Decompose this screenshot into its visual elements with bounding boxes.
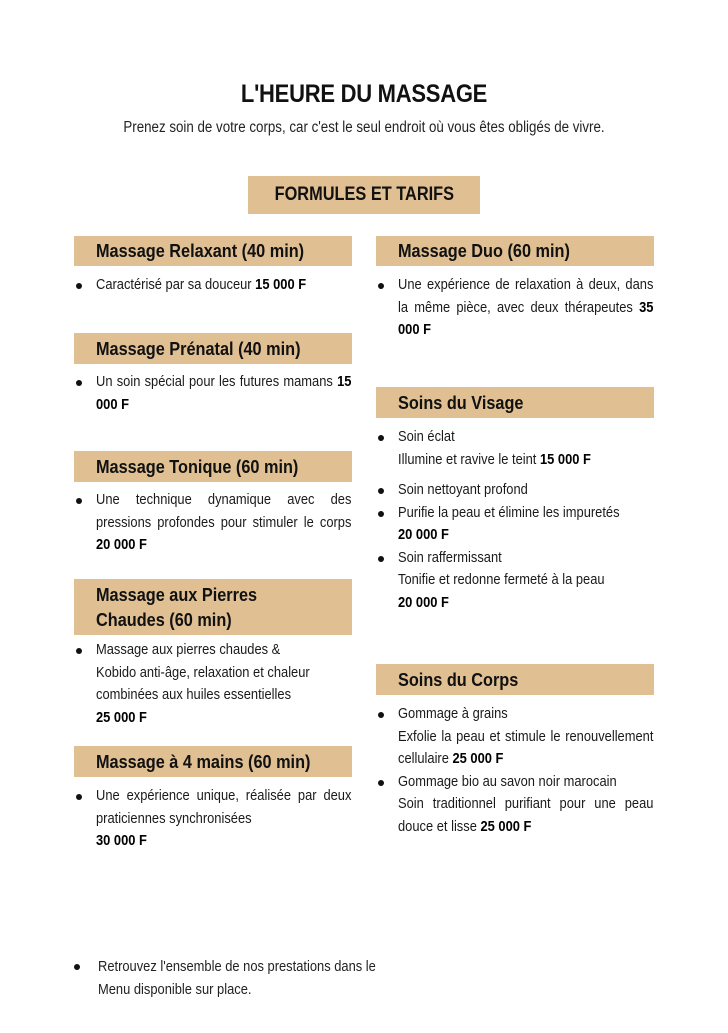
list-item	[378, 479, 654, 502]
section-title: Massage Relaxant (40 min)	[96, 240, 305, 261]
list-item	[378, 502, 654, 547]
item-price: 25 000 F	[480, 817, 532, 835]
bullet-icon	[76, 498, 82, 504]
section-title: Soins du Corps	[398, 668, 519, 690]
item-price: 15 000 F	[539, 450, 591, 468]
item-name: Soin raffermissant	[398, 548, 502, 566]
item-description: Purifie la peau et élimine les impuretés	[398, 503, 620, 521]
section-header-4-mains	[74, 746, 352, 777]
item-price: 20 000 F	[96, 536, 147, 553]
section-label-formules	[248, 176, 480, 214]
section-body-relaxant	[76, 274, 352, 297]
list-item	[76, 785, 352, 853]
bullet-icon	[74, 964, 80, 970]
item-description: Exfolie la peau et stimule le renouvellement cellulaire	[398, 727, 654, 767]
bullet-icon	[378, 511, 384, 517]
section-title: Massage à 4 mains (60 min)	[96, 750, 311, 772]
section-header-relaxant	[74, 236, 352, 266]
list-item	[378, 274, 654, 342]
item-price: 25 000 F	[452, 750, 504, 767]
section-body-corps	[378, 703, 654, 838]
section-header-tonique	[74, 451, 352, 482]
section-body-prenatal	[76, 371, 352, 416]
section-header-pierres-chaudes	[74, 579, 352, 635]
page-title: L'HEURE DU MASSAGE	[240, 80, 488, 108]
item-name: Gommage à grains	[398, 705, 508, 722]
section-body-tonique	[76, 489, 352, 557]
list-item	[378, 426, 654, 471]
item-description: Massage aux pierres chaudes & Kobido anti-âge, relaxation et chaleur combinées aux huiles essentielles	[96, 641, 310, 703]
section-header-corps	[376, 664, 654, 695]
section-body-pierres-chaudes	[76, 639, 352, 729]
section-header-visage	[376, 387, 654, 418]
bullet-icon	[378, 435, 384, 441]
item-description: Soin traditionnel purifiant pour une peau douce et lisse	[398, 795, 654, 835]
item-description: Illumine et ravive le teint	[398, 450, 540, 468]
page-subtitle: Prenez soin de votre corps, car c'est le seul endroit où vous êtes obligés de vivre.	[123, 119, 605, 136]
bullet-icon	[76, 380, 82, 386]
section-title: Massage Duo (60 min)	[398, 240, 570, 261]
list-item	[378, 771, 654, 839]
bullet-icon	[378, 712, 384, 718]
list-item	[76, 489, 352, 557]
item-price: 35 000 F	[398, 298, 654, 338]
item-description: Une expérience unique, réalisée par deux praticiennes synchronisées	[96, 787, 352, 827]
item-name: Soin nettoyant profond	[398, 481, 528, 498]
item-description: Tonifie et redonne fermeté à la peau	[398, 571, 605, 588]
section-header-prenatal	[74, 333, 352, 364]
footer-note-text: Retrouvez l'ensemble de nos prestations dans le Menu disponible sur place.	[98, 958, 376, 998]
section-label-text: FORMULES ET TARIFS	[274, 184, 454, 205]
item-price: 20 000 F	[398, 593, 449, 611]
section-title: Massage aux Pierres Chaudes (60 min)	[96, 584, 258, 630]
list-item	[74, 955, 394, 1001]
list-item	[76, 639, 352, 729]
bullet-icon	[378, 283, 384, 289]
item-price: 15 000 F	[255, 276, 307, 293]
section-body-visage	[378, 426, 654, 614]
section-title: Massage Prénatal (40 min)	[96, 337, 301, 359]
list-item	[76, 274, 352, 297]
section-title: Soins du Visage	[398, 391, 524, 413]
item-price: 30 000 F	[96, 832, 147, 849]
list-item	[378, 703, 654, 771]
list-item	[378, 547, 654, 615]
item-description: Une expérience de relaxation à deux, dans la même pièce, avec deux thérapeutes	[398, 276, 654, 316]
item-description: Caractérisé par sa douceur	[96, 276, 256, 293]
bullet-icon	[378, 556, 384, 562]
item-price: 25 000 F	[96, 708, 147, 726]
bullet-icon	[76, 648, 82, 654]
bullet-icon	[378, 488, 384, 494]
bullet-icon	[378, 780, 384, 786]
item-description: Un soin spécial pour les futures mamans	[96, 373, 338, 390]
item-price: 15 000 F	[96, 373, 352, 413]
item-name: Gommage bio au savon noir marocain	[398, 772, 617, 790]
section-header-duo	[376, 236, 654, 266]
item-description: Une technique dynamique avec des pressions profondes pour stimuler le corps	[96, 491, 352, 531]
item-name: Soin éclat	[398, 428, 455, 445]
section-title: Massage Tonique (60 min)	[96, 455, 299, 477]
item-price: 20 000 F	[398, 526, 449, 543]
section-body-duo	[378, 274, 654, 342]
section-body-4-mains	[76, 785, 352, 853]
bullet-icon	[76, 794, 82, 800]
bullet-icon	[76, 283, 82, 289]
footer-note	[74, 955, 394, 1001]
list-item	[76, 371, 352, 416]
